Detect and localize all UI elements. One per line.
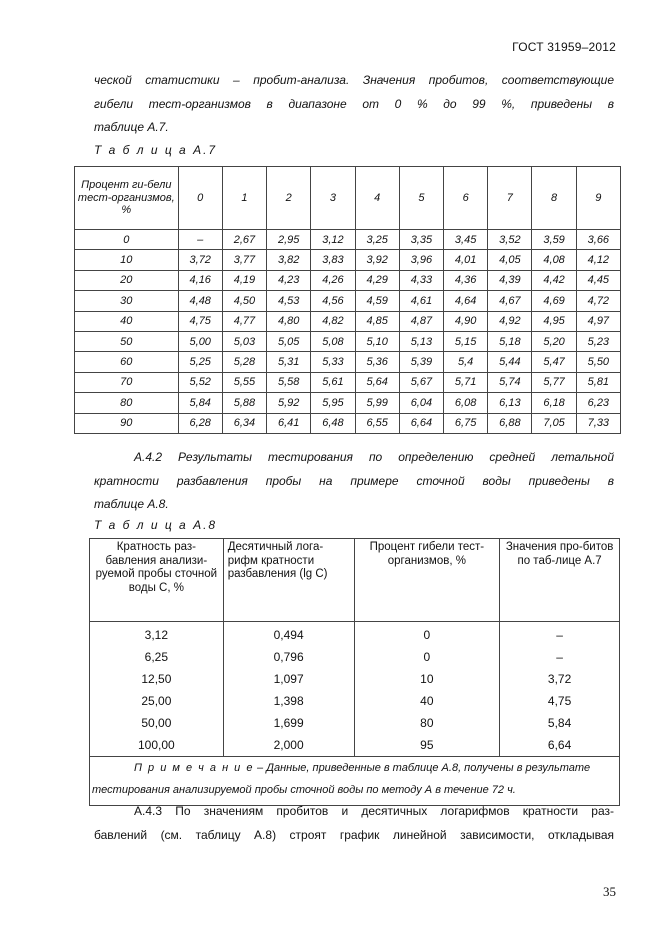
table-a7 xyxy=(74,166,621,434)
table8-note-row xyxy=(90,757,620,806)
intro-paragraph xyxy=(94,69,614,140)
section-443-line: бавлений (см. таблицу А.8) строят график линейной зависимости, откладывая xyxy=(94,827,614,842)
table8-cell: 6,25 xyxy=(90,646,224,668)
table7-cell: 4,36 xyxy=(444,270,488,290)
table7-cell: 4,82 xyxy=(311,311,355,331)
table7-cell: 5,03 xyxy=(222,331,266,351)
table7-cell: 3,52 xyxy=(488,230,532,250)
table7-cell: 5,71 xyxy=(444,372,488,392)
table7-col-header: 5 xyxy=(399,167,443,230)
intro-line: гибели тест-организмов в диапазоне от 0 % до 99 %, приведены в xyxy=(94,96,614,111)
table7-cell: 4,26 xyxy=(311,270,355,290)
table8-cell: 2,000 xyxy=(223,734,354,757)
table7-cell: 4,33 xyxy=(399,270,443,290)
table7-cell: 4,48 xyxy=(178,291,222,311)
table8-header-log: Десятичный лога-рифм кратности разбавления (lg С) xyxy=(223,539,354,622)
table8-row xyxy=(90,734,620,757)
table7-cell: 6,28 xyxy=(178,413,222,433)
table8-cell: 0 xyxy=(354,646,500,668)
table8-caption: Т а б л и ц а А.8 xyxy=(94,518,218,532)
table7-cell: 4,64 xyxy=(444,291,488,311)
table7-row xyxy=(75,372,621,392)
table8-cell: 1,398 xyxy=(223,690,354,712)
table7-cell: 5,61 xyxy=(311,372,355,392)
table7-row-label: 50 xyxy=(75,331,179,351)
table7-cell: 3,25 xyxy=(355,230,399,250)
table7-row-label: 30 xyxy=(75,291,179,311)
table7-cell: 4,53 xyxy=(267,291,311,311)
table7-cell: 3,83 xyxy=(311,250,355,270)
table8-cell: 3,72 xyxy=(500,668,620,690)
table7-cell: 4,23 xyxy=(267,270,311,290)
table7-cell: 5,20 xyxy=(532,331,576,351)
table7-cell: 5,64 xyxy=(355,372,399,392)
table8-header-dilution: Кратность раз-бавления анализи-руемой пробы сточной воды С, % xyxy=(90,539,224,622)
table7-cell: 5,28 xyxy=(222,352,266,372)
table7-cell: 5,50 xyxy=(576,352,620,372)
page-number: 35 xyxy=(603,884,616,899)
table7-cell: 4,50 xyxy=(222,291,266,311)
table7-cell: 5,95 xyxy=(311,393,355,413)
table7-cell: 4,95 xyxy=(532,311,576,331)
table7-cell: 5,81 xyxy=(576,372,620,392)
table8-cell: 1,097 xyxy=(223,668,354,690)
table7-cell: 4,85 xyxy=(355,311,399,331)
table7-cell: 6,34 xyxy=(222,413,266,433)
table7-cell: 5,36 xyxy=(355,352,399,372)
table7-corner-text: Процент ги-бели тест-организмов, % xyxy=(77,179,175,217)
table7-row xyxy=(75,352,621,372)
table7-col-header: 7 xyxy=(488,167,532,230)
table8-row xyxy=(90,690,620,712)
table7-cell: 4,39 xyxy=(488,270,532,290)
section-443-line: А.4.3 По значениям пробитов и десятичных логарифмов кратности раз- xyxy=(134,804,614,818)
table7-cell: 6,41 xyxy=(267,413,311,433)
table7-cell: 4,59 xyxy=(355,291,399,311)
table7-cell: 3,82 xyxy=(267,250,311,270)
table8-cell: 10 xyxy=(354,668,500,690)
table7-cell: 5,92 xyxy=(267,393,311,413)
table7-row xyxy=(75,291,621,311)
table7-cell: 5,33 xyxy=(311,352,355,372)
table7-row-label: 70 xyxy=(75,372,179,392)
table8-cell: 6,64 xyxy=(500,734,620,757)
section-442-line: кратности разбавления пробы на примере сточной воды приведены в xyxy=(94,473,614,488)
table8-cell: 12,50 xyxy=(90,668,224,690)
table7-cell: 4,77 xyxy=(222,311,266,331)
table8-cell: 0,494 xyxy=(223,622,354,647)
table7-cell: 6,13 xyxy=(488,393,532,413)
table7-row xyxy=(75,250,621,270)
table8-cell: 50,00 xyxy=(90,712,224,734)
table7-row-label: 90 xyxy=(75,413,179,433)
table7-cell: 6,04 xyxy=(399,393,443,413)
table7-col-header: 3 xyxy=(311,167,355,230)
table7-cell: 4,45 xyxy=(576,270,620,290)
table7-caption: Т а б л и ц а А.7 xyxy=(94,143,218,157)
table8-row xyxy=(90,668,620,690)
table7-cell: 5,4 xyxy=(444,352,488,372)
table7-cell: 5,13 xyxy=(399,331,443,351)
table8-cell: – xyxy=(500,622,620,647)
table7-cell: 5,84 xyxy=(178,393,222,413)
table7-cell: 4,72 xyxy=(576,291,620,311)
intro-line: ческой статистики – пробит-анализа. Значения пробитов, соответствующие xyxy=(94,73,614,87)
table8-cell: 4,75 xyxy=(500,690,620,712)
table7-row xyxy=(75,270,621,290)
table7-col-header: 1 xyxy=(222,167,266,230)
table7-cell: 3,66 xyxy=(576,230,620,250)
table7-row-label: 20 xyxy=(75,270,179,290)
table7-row xyxy=(75,413,621,433)
table7-cell: 5,99 xyxy=(355,393,399,413)
table7-cell: 3,45 xyxy=(444,230,488,250)
table7-cell: 6,75 xyxy=(444,413,488,433)
table7-cell: 6,55 xyxy=(355,413,399,433)
table7-cell: 4,16 xyxy=(178,270,222,290)
table7-cell: 3,12 xyxy=(311,230,355,250)
table7-cell: 4,87 xyxy=(399,311,443,331)
table7-cell: 3,59 xyxy=(532,230,576,250)
table7-cell: 4,56 xyxy=(311,291,355,311)
table8-cell: 0,796 xyxy=(223,646,354,668)
table7-cell: 4,75 xyxy=(178,311,222,331)
table7-row xyxy=(75,331,621,351)
table7-row-label: 10 xyxy=(75,250,179,270)
table7-cell: 5,25 xyxy=(178,352,222,372)
table7-cell: 5,47 xyxy=(532,352,576,372)
table8-header-probit: Значения про-битов по таб-лице А.7 xyxy=(500,539,620,622)
table7-cell: 2,95 xyxy=(267,230,311,250)
table7-cell: 5,39 xyxy=(399,352,443,372)
table7-col-header: 2 xyxy=(267,167,311,230)
table7-cell: 6,88 xyxy=(488,413,532,433)
table7-cell: 5,05 xyxy=(267,331,311,351)
table7-row xyxy=(75,393,621,413)
table8-cell: 3,12 xyxy=(90,622,224,647)
table7-col-header: 0 xyxy=(178,167,222,230)
table7-row-label: 40 xyxy=(75,311,179,331)
table8-cell: 80 xyxy=(354,712,500,734)
table7-cell: 5,23 xyxy=(576,331,620,351)
table7-cell: 4,92 xyxy=(488,311,532,331)
table8-header-row xyxy=(90,539,620,622)
table8-cell: 25,00 xyxy=(90,690,224,712)
table7-cell: 4,97 xyxy=(576,311,620,331)
table7-cell: 4,01 xyxy=(444,250,488,270)
table7-cell: 4,29 xyxy=(355,270,399,290)
table7-cell: 5,58 xyxy=(267,372,311,392)
table7-row xyxy=(75,230,621,250)
table7-cell: 4,80 xyxy=(267,311,311,331)
intro-line: таблице А.7. xyxy=(94,120,169,134)
table8-cell: 40 xyxy=(354,690,500,712)
table7-col-header: 4 xyxy=(355,167,399,230)
note-text: – Данные, приведенные в таблице А.8, получены в результате тестирования анализируемой пробы сточной воды по методу А в течение 72 ч. xyxy=(92,762,591,796)
section-443-paragraph xyxy=(94,800,614,847)
table7-cell: 6,48 xyxy=(311,413,355,433)
table7-header-row xyxy=(75,167,621,230)
table7-cell: 2,67 xyxy=(222,230,266,250)
table7-cell: 5,88 xyxy=(222,393,266,413)
table7-col-header: 8 xyxy=(532,167,576,230)
table7-corner-header xyxy=(75,167,179,230)
table7-cell: 4,67 xyxy=(488,291,532,311)
table7-cell: 6,18 xyxy=(532,393,576,413)
table7-cell: 5,00 xyxy=(178,331,222,351)
table7-cell: 3,96 xyxy=(399,250,443,270)
section-442-line: таблице А.8. xyxy=(94,497,169,511)
document-id: ГОСТ 31959–2012 xyxy=(512,40,616,54)
table7-cell: 4,61 xyxy=(399,291,443,311)
table7-cell: 4,90 xyxy=(444,311,488,331)
section-442-line: А.4.2 Результаты тестирования по определению средней летальной xyxy=(134,450,614,464)
table7-cell: 7,33 xyxy=(576,413,620,433)
table7-cell: 4,08 xyxy=(532,250,576,270)
note-label: П р и м е ч а н и е xyxy=(134,762,254,774)
table7-cell: 4,12 xyxy=(576,250,620,270)
table7-cell: 5,08 xyxy=(311,331,355,351)
table7-cell: 5,55 xyxy=(222,372,266,392)
table7-cell: 3,92 xyxy=(355,250,399,270)
table7-cell: – xyxy=(178,230,222,250)
table7-col-header: 6 xyxy=(444,167,488,230)
table8-row xyxy=(90,622,620,647)
table7-cell: 4,05 xyxy=(488,250,532,270)
table8-note xyxy=(90,757,620,806)
table7-cell: 5,44 xyxy=(488,352,532,372)
table8-cell: 0 xyxy=(354,622,500,647)
table7-col-header: 9 xyxy=(576,167,620,230)
table7-cell: 5,10 xyxy=(355,331,399,351)
section-442-paragraph xyxy=(94,446,614,517)
table7-row-label: 60 xyxy=(75,352,179,372)
table7-cell: 3,72 xyxy=(178,250,222,270)
table7-row xyxy=(75,311,621,331)
table7-row-label: 0 xyxy=(75,230,179,250)
table7-cell: 6,23 xyxy=(576,393,620,413)
table7-cell: 4,19 xyxy=(222,270,266,290)
table8-row xyxy=(90,646,620,668)
table7-cell: 5,77 xyxy=(532,372,576,392)
table7-row-label: 80 xyxy=(75,393,179,413)
table-a8 xyxy=(89,538,620,806)
table7-cell: 5,52 xyxy=(178,372,222,392)
table8-row xyxy=(90,712,620,734)
table8-cell: 1,699 xyxy=(223,712,354,734)
table7-cell: 5,18 xyxy=(488,331,532,351)
table8-cell: 5,84 xyxy=(500,712,620,734)
table7-cell: 4,42 xyxy=(532,270,576,290)
table7-cell: 5,31 xyxy=(267,352,311,372)
table7-cell: 6,64 xyxy=(399,413,443,433)
table8-cell: 100,00 xyxy=(90,734,224,757)
table8-header-mortality: Процент гибели тест-организмов, % xyxy=(354,539,500,622)
table7-cell: 5,15 xyxy=(444,331,488,351)
table8-cell: – xyxy=(500,646,620,668)
table7-cell: 5,74 xyxy=(488,372,532,392)
table7-cell: 3,77 xyxy=(222,250,266,270)
table7-cell: 7,05 xyxy=(532,413,576,433)
table7-cell: 4,69 xyxy=(532,291,576,311)
table8-cell: 95 xyxy=(354,734,500,757)
table7-cell: 3,35 xyxy=(399,230,443,250)
table7-cell: 6,08 xyxy=(444,393,488,413)
table7-cell: 5,67 xyxy=(399,372,443,392)
